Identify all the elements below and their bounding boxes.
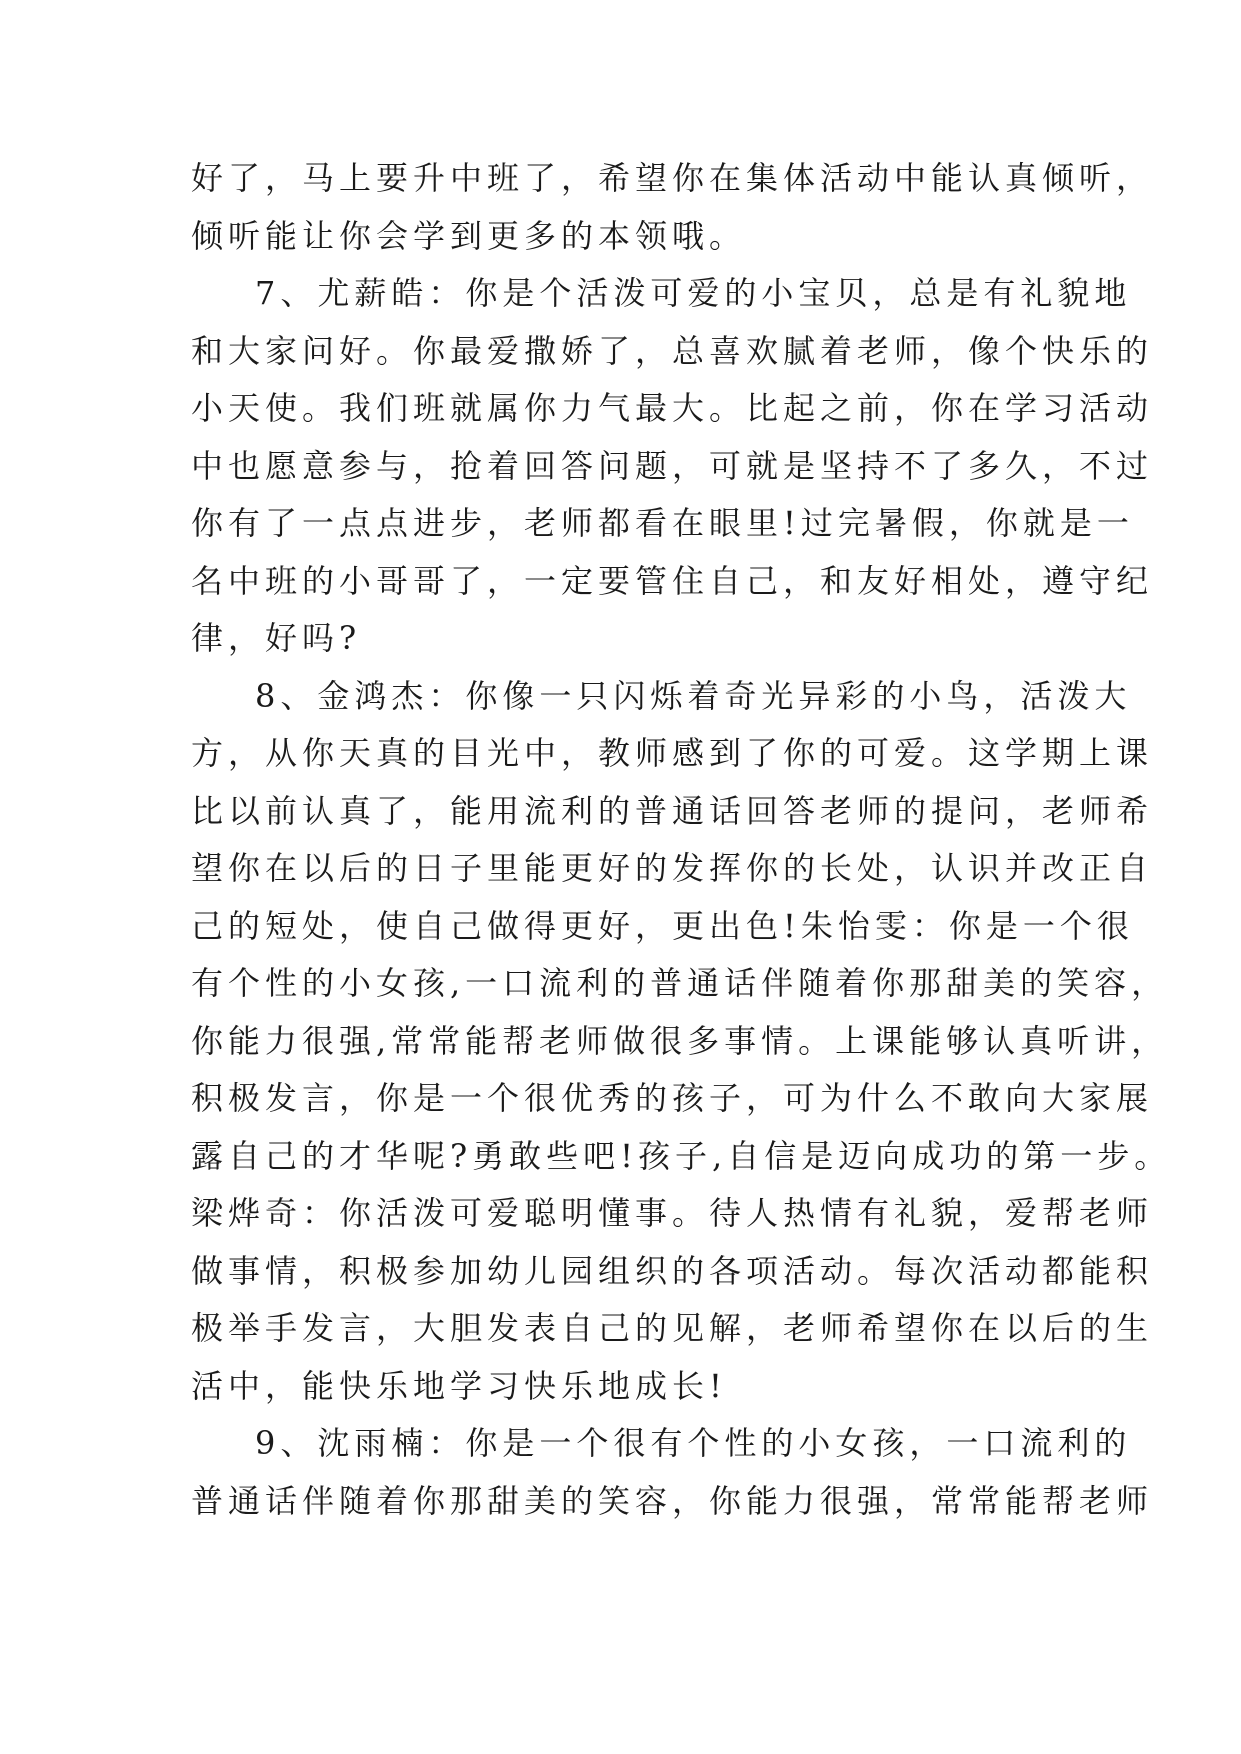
paragraph-start-line: 9、沈雨楠：你是一个很有个性的小女孩，一口流利的 — [255, 1424, 1132, 1462]
paragraph-start-line: 7、尤薪皓：你是个活泼可爱的小宝贝，总是有礼貌地 — [255, 274, 1132, 312]
text-line: 比以前认真了，能用流利的普通话回答老师的提问，老师希 — [191, 791, 1154, 830]
text-line: 梁烨奇：你活泼可爱聪明懂事。待人热情有礼貌，爱帮老师 — [191, 1194, 1154, 1232]
document-body — [191, 150, 1172, 1530]
text-line: 望你在以后的日子里能更好的发挥你的长处，认识并改正自 — [191, 849, 1154, 887]
text-line: 好了，马上要升中班了，希望你在集体活动中能认真倾听， — [191, 159, 1154, 197]
text-line: 中也愿意参与，抢着回答问题，可就是坚持不了多久，不过 — [191, 446, 1154, 485]
text-line: 小天使。我们班就属你力气最大。比起之前，你在学习活动 — [191, 389, 1154, 427]
paragraph-start-line: 8、金鸿杰：你像一只闪烁着奇光异彩的小鸟，活泼大 — [255, 676, 1132, 715]
text-line: 积极发言，你是一个很优秀的孩子，可为什么不敢向大家展 — [191, 1079, 1154, 1117]
text-line: 普通话伴随着你那甜美的笑容，你能力很强，常常能帮老师 — [191, 1481, 1154, 1520]
text-line: 有个性的小女孩,一口流利的普通话伴随着你那甜美的笑容， — [191, 964, 1169, 1002]
text-line: 名中班的小哥哥了，一定要管住自己，和友好相处，遵守纪 — [191, 561, 1154, 600]
text-line: 律，好吗? — [191, 619, 362, 657]
text-line: 你能力很强,常常能帮老师做很多事情。上课能够认真听讲， — [191, 1021, 1169, 1060]
text-line: 活中，能快乐地学习快乐地成长! — [191, 1366, 727, 1405]
text-line: 方，从你天真的目光中，教师感到了你的可爱。这学期上课 — [191, 734, 1154, 772]
text-line: 极举手发言，大胆发表自己的见解，老师希望你在以后的生 — [191, 1309, 1154, 1347]
text-line: 做事情，积极参加幼儿园组织的各项活动。每次活动都能积 — [191, 1251, 1154, 1290]
text-line: 露自己的才华呢?勇敢些吧!孩子,自信是迈向成功的第一步。 — [191, 1136, 1172, 1175]
text-line: 你有了一点点进步，老师都看在眼里!过完暑假，你就是一 — [191, 504, 1134, 542]
text-line: 和大家问好。你最爱撒娇了，总喜欢腻着老师，像个快乐的 — [191, 331, 1154, 370]
text-line: 己的短处，使自己做得更好，更出色!朱怡雯：你是一个很 — [191, 906, 1134, 945]
text-line: 倾听能让你会学到更多的本领哦。 — [191, 216, 747, 255]
